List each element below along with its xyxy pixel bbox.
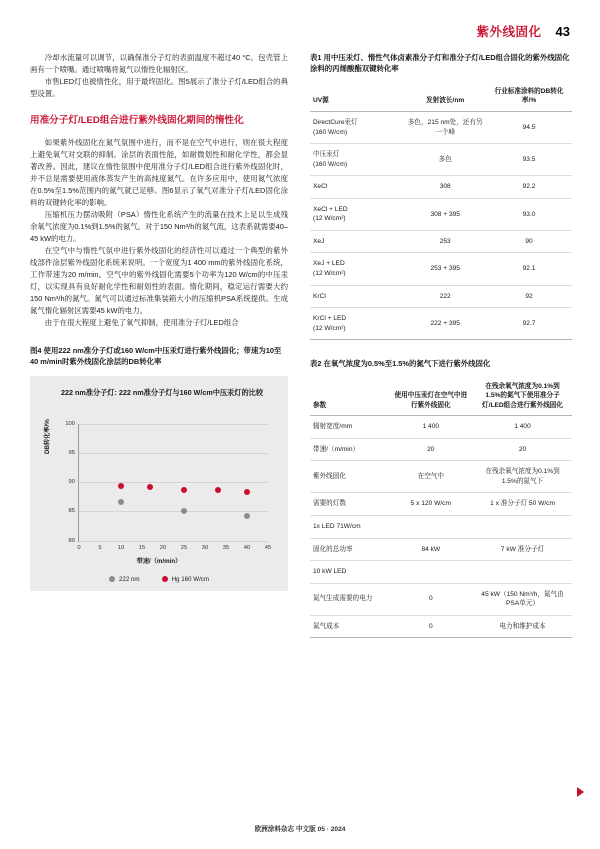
table-cell: 多色 [404, 144, 488, 176]
chart-data-point [181, 508, 187, 514]
table-cell: 带速/（m/min） [310, 438, 389, 461]
table-cell: 5 x 120 W/cm [389, 493, 475, 516]
table-cell [389, 561, 475, 584]
table-row [310, 438, 572, 461]
paragraph: 由于在很大程度上避免了氧气抑制，使用准分子灯/LED组合 [44, 317, 239, 327]
header-title: 紫外线固化 [476, 25, 542, 39]
table-cell [389, 515, 475, 538]
chart-figure [30, 376, 288, 591]
table-cell: 20 [475, 438, 572, 461]
table-cell: 需要的灯数 [310, 493, 389, 516]
chart-x-tick-label: 10 [117, 544, 125, 551]
table-cell: 92 [488, 285, 572, 308]
table-cell: 氮气生成需要的电力 [310, 583, 389, 615]
table-row [310, 583, 572, 615]
table-cell: 氮气成本 [310, 615, 389, 638]
table-cell: 92.2 [488, 176, 572, 199]
legend-swatch [109, 576, 115, 582]
table-cell [475, 561, 572, 584]
table-cell: 多色，215 nm处，还有另一个峰 [404, 112, 488, 144]
chart-title: 222 nm准分子灯: 222 nm准分子灯与160 W/cm中压汞灯的比较 [60, 387, 264, 397]
table-cell: 1 x 准分子灯 50 W/cm [475, 493, 572, 516]
chart-gridline [79, 541, 268, 542]
table-cell: 93.5 [488, 144, 572, 176]
chart-data-point [215, 487, 221, 493]
table-cell: 10 kW LED [310, 561, 389, 584]
table-cell: 1 400 [475, 416, 572, 439]
chart-data-point [181, 487, 187, 493]
table-cell: DirectCure汞灯 (160 W/cm) [310, 112, 404, 144]
chart-legend [30, 576, 288, 583]
page-number: 43 [555, 24, 570, 39]
page-footer: 欧洲涂料杂志 中文版 05 · 2024 [254, 826, 346, 833]
table-header-cell: 行业标准涂料的DB转化率/% [488, 83, 572, 112]
chart-y-tick-label: 80 [68, 537, 75, 544]
table-row [310, 538, 572, 561]
figure-caption: 图4 使用222 nm准分子灯或160 W/cm中压汞灯进行紫外线固化；带速为10至40 m/min时紫外线固化涂层的DB转化率 [30, 345, 282, 367]
table1-caption: 表1 用中压汞灯、惰性气体卤素准分子灯和准分子灯/LED组合固化的紫外线固化涂料的丙烯酸酯双键转化率 [310, 53, 570, 74]
paragraph: 压缩机压力摆动吸附（PSA）惰性化系统产生的流量在技术上足以生成残余氧气浓度为0.1%到1.5%的氮气。对于150 Nm³/h的氮气流，这表系就需要40–45 kW的电力。 [30, 209, 288, 243]
table-cell: KrCl + LED (12 W/cm²) [310, 308, 404, 340]
table-cell: 253 + 395 [404, 253, 488, 285]
chart-x-axis-label: 带速/（m/min） [136, 557, 182, 565]
table-cell: 在空气中 [389, 461, 475, 493]
table-cell: 90 [488, 230, 572, 253]
table-header-row [310, 378, 572, 416]
table-cell: 308 + 395 [404, 198, 488, 230]
chart-data-point [118, 483, 124, 489]
chart-data-point [244, 513, 250, 519]
paragraph: 如果紫外线固化在氮气氛围中进行，而不是在空气中进行，则在很大程度上避免氧气对交联的抑制。涂层的表面性能，如耐微划性和耐化学性，都会显著改善。因此，建议在惰性氛围中使用准分子灯/LED组合进行紫外线固化时，并不总是需要使用液体蒸发产生的高纯度氮气。在许多应用中，使用氮气浓度在0.5%至1.5%范围内的氮气就已足够。图6显示了氧气对准分子灯/LED固化涂料的双键转化率的影响。 [30, 137, 288, 207]
table-cell: 7 kW 准分子灯 [475, 538, 572, 561]
chart-x-tick-label: 20 [159, 544, 167, 551]
triangle-right-icon [577, 787, 584, 797]
table-cell: 94.5 [488, 112, 572, 144]
chart-y-tick-label: 100 [65, 420, 75, 427]
chart-gridline [79, 482, 268, 483]
table-row [310, 144, 572, 176]
left-column [30, 52, 288, 591]
table-cell: 20 [389, 438, 475, 461]
chart-x-tick-label: 15 [138, 544, 146, 551]
table-cell [475, 515, 572, 538]
chart-x-tick-label: 30 [201, 544, 209, 551]
paragraph: 市售LED灯也被惰性化，用于最终固化。图5展示了准分子灯/LED组合的典型设置。 [30, 76, 288, 98]
table-header-cell: 发射波长/nm [404, 83, 488, 112]
table-cell: 1 400 [389, 416, 475, 439]
table-row [310, 461, 572, 493]
table-row [310, 198, 572, 230]
table-cell: 在残余氧气浓度为0.1%到1.5%的氮气下 [475, 461, 572, 493]
table-cell: 45 kW（150 Nm³/h，氮气由PSA单元） [475, 583, 572, 615]
paragraph: 在空气中与惰性气氛中进行紫外线固化的经济性可以通过一个典型的紫外线部件涂层紫外线固化系统来说明。一个宽度为1 400 mm的紫外线固化系统，工作带速为20 m/min。空气中的紫外线固化需要5个功率为120 W/cm的中压汞灯，以实现具有良好耐化学性和耐划性的表面。惰化期间，稳定运行需要大约150 Nm³/h的氮气。氮气可以通过标准集装箱大小的压缩机PSA系统提供。生成氮气惰化辐射区需要45 kW的电力。 [30, 245, 288, 315]
table-cell: 固化的总功率 [310, 538, 389, 561]
table-cell: 1x LED 71W/cm [310, 515, 389, 538]
legend-label: Hg 160 W/cm [171, 575, 210, 583]
table-cell: 253 [404, 230, 488, 253]
section-heading: 用准分子灯/LED组合进行紫外线固化期间的惰性化 [30, 114, 244, 126]
chart-x-tick-label: 45 [264, 544, 272, 551]
chart-gridline [79, 424, 268, 425]
table-cell: 93.0 [488, 198, 572, 230]
table-row [310, 308, 572, 340]
table-header-cell: 使用中压汞灯在空气中进行紫外线固化 [389, 378, 475, 416]
table-cell: 84 kW [389, 538, 475, 561]
chart-x-tick-label: 5 [98, 544, 102, 551]
table-cell: 电力和维护成本 [475, 615, 572, 638]
chart-legend-item [109, 576, 140, 583]
legend-label: 222 nm [118, 575, 140, 583]
uv-source-table [310, 83, 572, 340]
table-cell: XeJ + LED (12 W/cm²) [310, 253, 404, 285]
table-cell: 0 [389, 583, 475, 615]
chart-y-tick-label: 85 [68, 508, 75, 515]
table-cell: 222 [404, 285, 488, 308]
chart-plot-area [65, 420, 272, 551]
table-row [310, 253, 572, 285]
chart-x-tick-label: 0 [77, 544, 81, 551]
page-header [477, 22, 570, 40]
table-cell: 辐射宽度/mm [310, 416, 389, 439]
chart-y-tick-label: 95 [68, 449, 75, 456]
table-row [310, 493, 572, 516]
table2-caption: 表2 在氧气浓度为0.5%至1.5%的氮气下进行紫外线固化 [310, 359, 491, 369]
chart-data-point [118, 499, 124, 505]
right-column [310, 52, 572, 638]
chart-x-tick-label: 40 [243, 544, 251, 551]
table-cell: 紫外线固化 [310, 461, 389, 493]
table-cell: 222 + 395 [404, 308, 488, 340]
table-row [310, 416, 572, 439]
table-cell: 92.7 [488, 308, 572, 340]
table-cell: 0 [389, 615, 475, 638]
table-cell: KrCl [310, 285, 404, 308]
table-header-cell: 在残余氧气浓度为0.1%到1.5%的氮气下使用准分子灯/LED组合进行紫外线固化 [475, 378, 572, 416]
table-cell: 308 [404, 176, 488, 199]
chart-gridline [79, 511, 268, 512]
table-row [310, 112, 572, 144]
table-cell: 中压汞灯 (160 W/cm) [310, 144, 404, 176]
table-cell: XeCl [310, 176, 404, 199]
table-cell: XeCl + LED (12 W/cm²) [310, 198, 404, 230]
table-cell: XeJ [310, 230, 404, 253]
legend-swatch [162, 576, 168, 582]
chart-data-point [147, 484, 153, 490]
table-row [310, 285, 572, 308]
table-header-row [310, 83, 572, 112]
table-cell: 92.1 [488, 253, 572, 285]
chart-x-tick-label: 35 [222, 544, 230, 551]
table-row [310, 615, 572, 638]
chart-y-tick-label: 90 [68, 479, 75, 486]
chart-data-point [244, 489, 250, 495]
chart-x-tick-label: 25 [180, 544, 188, 551]
chart-legend-item [162, 576, 209, 583]
chart-y-axis-label: DB转化率/% [44, 418, 51, 454]
table-row [310, 561, 572, 584]
table-row [310, 230, 572, 253]
paragraph: 冷却水流量可以调节，以确保准分子灯的表面温度不超过40 °C。包壳管上画有一个喷嘴。通过喷嘴将氮气以惰性化辐射区。 [30, 53, 288, 74]
table-header-cell: UV源 [310, 83, 404, 112]
table-row [310, 515, 572, 538]
chart-gridline [79, 453, 268, 454]
table-row [310, 176, 572, 199]
nitrogen-curing-table [310, 378, 572, 639]
table-header-cell: 参数 [310, 378, 389, 416]
